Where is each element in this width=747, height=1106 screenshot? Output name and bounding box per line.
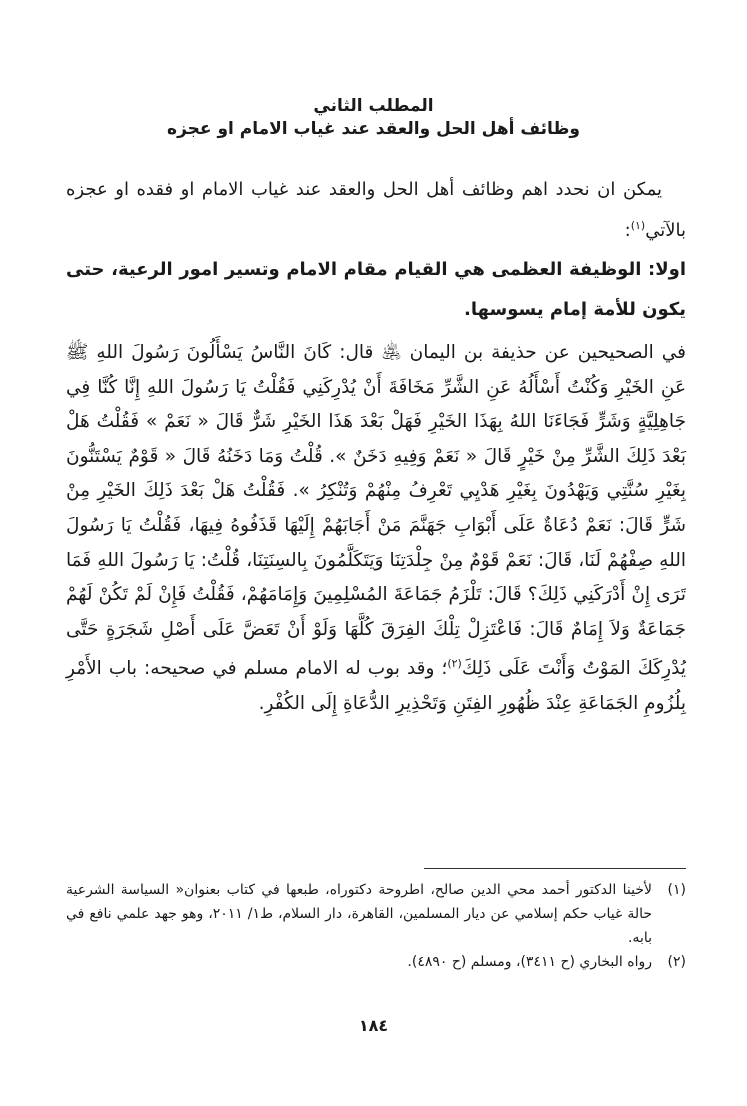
footnote-ref-1[interactable]: (١) [630, 219, 646, 232]
hadith-paragraph [66, 336, 686, 722]
intro-text: يمكن ان نحدد اهم وظائف أهل الحل والعقد عند غياب الامام او فقده او عجزه بالآتي [66, 179, 686, 241]
hadith-text: في الصحيحين عن حذيفة بن اليمان ﵁ قال: كَانَ النَّاسُ يَسْأَلُونَ رَسُولَ اللهِ ﷺ عَنِ الخَيْرِ وَكُنْتُ أَسْأَلُهُ عَنِ الشَّرِّ مَخَافَةَ أَنْ يُدْرِكَنِي فَقُلْتُ يَا رَسُولَ اللهِ إِنَّا كُنَّا فِي جَاهِلِيَّةٍ وَشَرٍّ فَجَاءَنَا اللهُ بِهَذَا الخَيْرِ فَهَلْ بَعْدَ هَذَا الخَيْرِ شَرٌّ قَالَ « نَعَمْ » فَقُلْتُ هَلْ بَعْدَ ذَلِكَ الشَّرِّ مِنْ خَيْرٍ قَالَ « نَعَمْ وَفِيهِ دَخَنٌ ». قُلْتُ وَمَا دَخَنُهُ قَالَ « قَوْمٌ يَسْتَنُّونَ بِغَيْرِ سُنَّتِي وَيَهْدُونَ بِغَيْرِ هَدْيِي تَعْرِفُ مِنْهُمْ وَتُنْكِرُ ». فَقُلْتُ هَلْ بَعْدَ ذَلِكَ الخَيْرِ مِنْ شَرٍّ قَالَ: نَعَمْ دُعَاةٌ عَلَى أَبْوَابِ جَهَنَّمَ مَنْ أَجَابَهُمْ إِلَيْهَا قَذَفُوهُ فِيهَا، فَقُلْتُ يَا رَسُولَ اللهِ صِفْهُمْ لَنَا، قَالَ: نَعَمْ قَوْمٌ مِنْ جِلْدَتِنَا وَيَتَكَلَّمُونَ بِالسِنَتِنَا، قُلْتُ: يَا رَسُولَ اللهِ فَمَا تَرَى إِنْ أَدْرَكَنِي ذَلِكَ؟ قَالَ: تَلْزَمُ جَمَاعَةَ المُسْلِمِينَ وَإِمَامَهُمْ، فَقُلْتُ فَإِنْ لَمْ تَكُنْ لَهُمْ جَمَاعَةٌ وَلاَ إِمَامٌ قَالَ: فَاعْتَزِلْ تِلْكَ الفِرَقَ كُلَّهَا وَلَوْ أَنْ تَعَضَّ عَلَى أَصْلِ شَجَرَةٍ حَتَّى يُدْرِكَكَ المَوْتُ وَأَنْتَ عَلَى ذَلِكَ [66, 342, 686, 680]
footnote-text: لأخينا الدكتور أحمد محي الدين صالح، اطروحة دكتوراه، طبعها في كتاب بعنوان« السياسة الشرعية حالة غياب حكم إسلامي عن ديار المسلمين، القاهرة، دار السلام، ط١/ ٢٠١١، وهو جهد علمي نافع في بابه. [66, 882, 653, 946]
heading-block [60, 95, 687, 141]
intro-colon: : [624, 220, 631, 241]
section-subtitle: وظائف أهل الحل والعقد عند غياب الامام او عجزه [167, 119, 580, 139]
footnote-number: (٢) [667, 954, 686, 970]
section-title: المطلب الثاني [313, 96, 434, 116]
first-duty-paragraph: اولا: الوظيفة العظمى هي القيام مقام الامام وتسير امور الرعية، حتى يكون للأمة إمام يسوسها. [66, 259, 686, 320]
footnote-item [66, 950, 686, 974]
footnote-item [66, 878, 686, 950]
hadith-conclusion: ؛ وقد بوب له الامام مسلم في صحيحه: باب الأَمْرِ بِلُزُومِ الجَمَاعَةِ عِنْدَ ظُهُورِ الفِتَنِ وَتَحْذِيرِ الدُّعَاةِ إِلَى الكُفْرِ. [66, 658, 686, 715]
footnote-number: (١) [667, 882, 686, 898]
page-number: ١٨٤ [358, 1016, 389, 1035]
intro-paragraph [66, 172, 686, 249]
footnote-divider [424, 868, 686, 869]
footnote-text: رواه البخاري (ح ٣٤١١)، ومسلم (ح ٤٨٩٠). [407, 954, 652, 970]
footnote-ref-2[interactable]: (٢) [447, 657, 462, 671]
footnotes-section [66, 878, 686, 974]
